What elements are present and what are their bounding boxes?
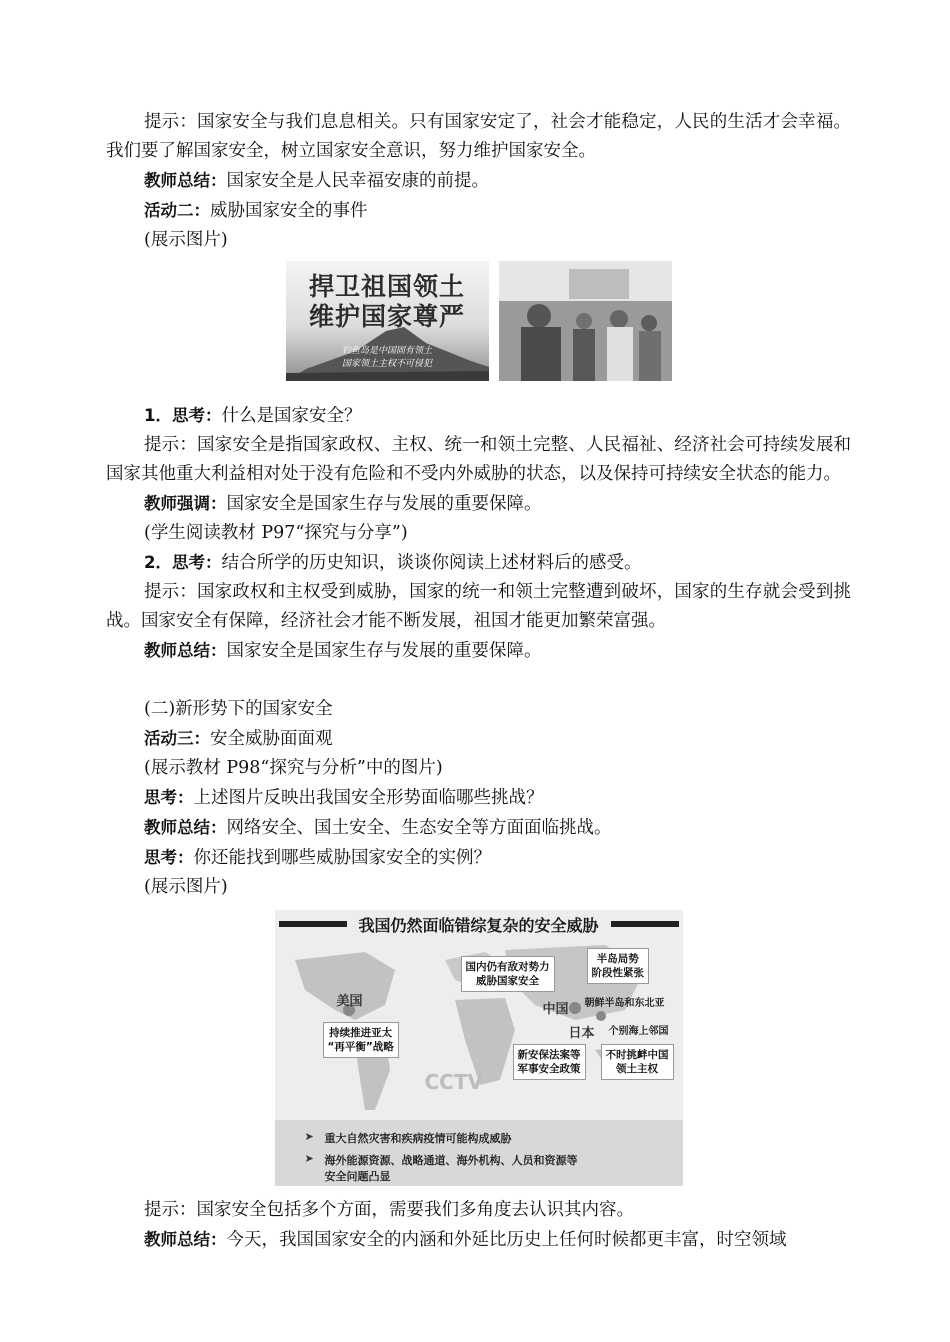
label: 教师总结： [144,1230,227,1249]
label: 思考： [144,848,194,867]
text: 威胁国家安全的事件 [210,201,368,221]
hint-paragraph: 提示：国家政权和主权受到威胁，国家的统一和领土完整遭到破坏，国家的生存就会受到挑战。国家安全有保障，经济社会才能不断发展，祖国才能更加繁荣富强。 [106,582,851,631]
show-textbook-note: (展示教材 P98“探究与分析”中的图片) [144,758,443,778]
show-images-note: (展示图片) [144,877,228,897]
question-1 [106,401,851,431]
box-line: 不时挑衅中国 [605,1049,669,1061]
korea-label: 朝鲜半岛和东北亚 [584,998,665,1009]
domestic-threat-box [461,956,555,992]
footer-line-3: 安全问题凸显 [324,1170,391,1183]
security-threat-map [275,910,683,1186]
label: 教师总结： [144,641,227,660]
crowd-photo-illustration [499,261,672,381]
hint-paragraph: 提示：国家安全是指国家政权、主权、统一和领土完整、人民福祉、经济社会可持续发展和国家其他重大利益相对处于没有危险和不受内外威胁的状态，以及保持可持续安全状态的能力。 [106,435,851,484]
teacher-summary [106,636,851,666]
teacher-summary [106,166,851,196]
china-label: 中国 [542,1002,569,1017]
text: 你还能找到哪些威胁国家安全的实例？ [193,848,491,868]
crowd-photo [499,261,672,381]
poster-caption-1: 钓鱼岛是中国固有领土 [341,346,432,356]
activity-heading [106,724,851,754]
label: 活动二： [144,201,210,220]
text: 安全威胁面面观 [210,729,333,749]
show-images-note: (展示图片) [144,230,228,250]
provocation-box [601,1044,674,1080]
question [106,783,851,813]
spacer [106,666,851,695]
label: 教师总结： [144,171,227,190]
text: 国家安全是国家生存与发展的重要保障。 [226,641,542,661]
label: 思考： [144,788,194,807]
question-2 [106,548,851,578]
cctv-watermark: CCTV [424,1070,483,1094]
box-line: 领土主权 [616,1063,658,1075]
map-title: 我国仍然面临错综复杂的安全威胁 [358,915,599,935]
box-line: 阶段性紧张 [591,967,644,979]
map-footer [275,1120,683,1186]
label: 教师总结： [144,818,227,837]
box-line: 半岛局势 [596,953,639,965]
label: 2．思考： [144,553,222,572]
teacher-emphasis [106,489,851,519]
box-line: “再平衡”战略 [327,1041,394,1053]
neighbors-label: 个别海上邻国 [608,1026,669,1037]
usa-strategy-box [323,1022,399,1058]
image-row [106,261,851,381]
japan-label: 日本 [568,1026,595,1041]
text: 国家安全是国家生存与发展的重要保障。 [226,494,542,514]
peninsula-box [587,948,650,984]
label: 1．思考： [144,406,222,425]
label: 活动三： [144,729,210,748]
teacher-summary [106,1225,851,1255]
text: 今天，我国国家安全的内涵和外延比历史上任何时候都更丰富，时空领域 [226,1230,787,1250]
text: 网络安全、国土安全、生态安全等方面面临挑战。 [226,818,612,838]
box-line: 国内仍有敌对势力 [465,961,550,973]
box-line: 威胁国家安全 [476,975,539,987]
activity-heading [106,196,851,226]
text: 什么是国家安全？ [221,406,362,426]
box-line: 持续推进亚太 [329,1027,393,1039]
question [106,843,851,873]
reading-note: (学生阅读教材 P97“探究与分享”) [144,523,408,543]
hint-paragraph: 提示：国家安全与我们息息相关。只有国家安定了，社会才能稳定，人民的生活才会幸福。我们要了解国家安全，树立国家安全意识，努力维护国家安全。 [106,112,851,161]
document-body [106,108,851,1255]
poster-caption-2: 国家领土主权不可侵犯 [341,359,432,369]
box-line: 新安保法案等 [517,1049,581,1061]
text: 国家安全是人民幸福安康的前提。 [226,171,489,191]
poster-line-2: 维护国家尊严 [308,302,465,331]
usa-label: 美国 [336,994,363,1009]
footer-line-1: 重大自然灾害和疾病疫情可能构成威胁 [324,1132,512,1145]
label: 教师强调： [144,494,227,513]
teacher-summary [106,813,851,843]
section-heading: (二)新形势下的国家安全 [144,699,333,719]
box-line: 军事安全政策 [517,1063,581,1075]
hint-paragraph: 提示：国家安全包括多个方面，需要我们多角度去认识其内容。 [144,1200,634,1220]
text: 结合所学的历史知识，谈谈你阅读上述材料后的感受。 [221,553,642,573]
poster-line-1: 捍卫祖国领土 [308,272,465,301]
japan-policy-box [513,1044,586,1080]
arrow-icon: ➤ [304,1152,314,1165]
arrow-icon: ➤ [304,1130,314,1143]
footer-line-2: 海外能源资源、战略通道、海外机构、人员和资源等 [324,1154,578,1167]
text: 上述图片反映出我国安全形势面临哪些挑战？ [193,788,544,808]
map-figure [106,910,851,1186]
territory-poster-image [286,261,489,381]
